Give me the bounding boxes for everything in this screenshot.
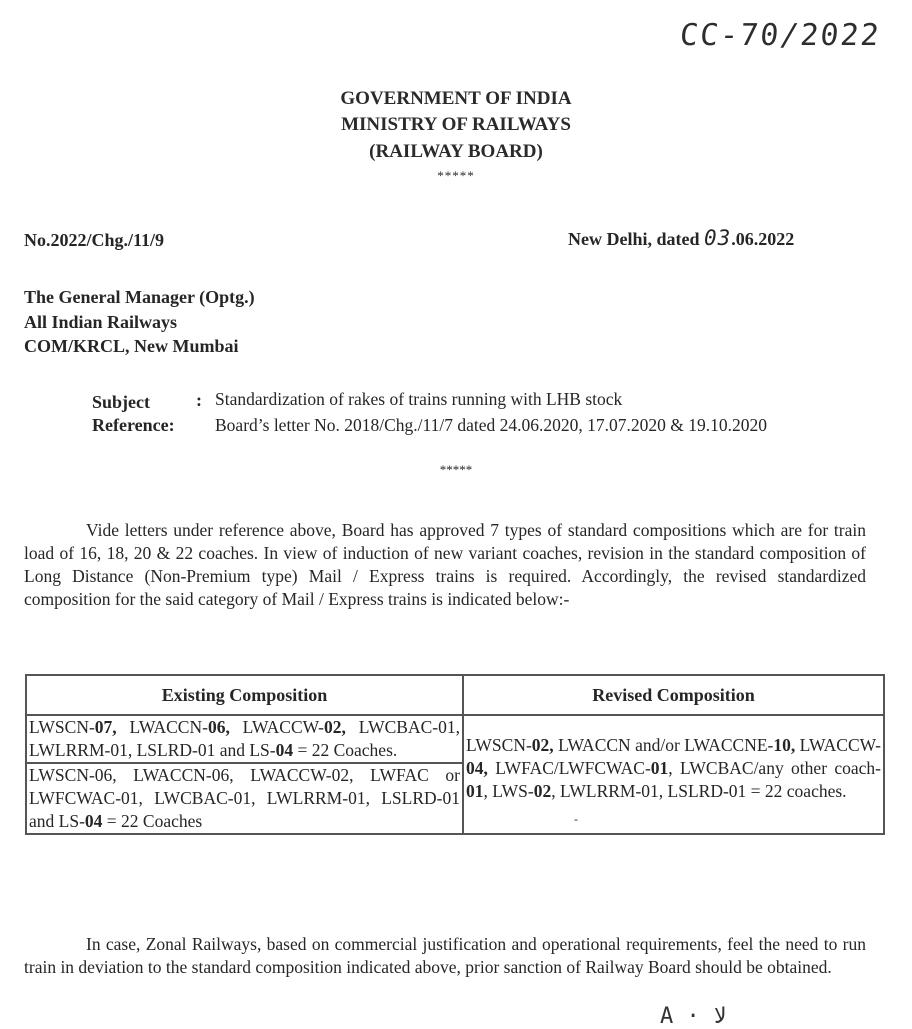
composition-segment: , LWCBAC/any other coach- — [668, 758, 882, 778]
reference-label: Reference: — [92, 415, 175, 435]
revised-composition-text — [466, 734, 881, 803]
composition-segment: 01 — [650, 758, 669, 778]
addressee-line-2: All Indian Railways — [24, 312, 178, 332]
paragraph-intro-text: Vide letters under reference above, Board has approved 7 types of standard compositions which are for train load of 16, 18, 20 & 22 coaches. In view of induction of new variant coaches, revision in the standard composition of Long Distance (Non-Premium type) Mail / Express trains is required. Accordingly, the revised standardized composition for the said category of Mail / Express trains is indicated below:- — [24, 520, 866, 609]
signature-partial: A · لا — [660, 1004, 727, 1029]
composition-segment: , LWS- — [483, 781, 534, 801]
header-board: (RAILWAY BOARD) — [369, 141, 543, 162]
header-revised-composition: Revised Composition — [463, 675, 884, 715]
composition-segment: LWACCW- — [229, 717, 324, 737]
composition-segment: LWACCN and/or LWACCNE- — [553, 735, 774, 755]
trailing-mark: - — [574, 812, 578, 826]
composition-segment: LWACCN- — [116, 717, 208, 737]
composition-segment: = 22 Coaches. — [293, 740, 398, 760]
paragraph-deviation-text: In case, Zonal Railways, based on commercial justification and operational requirements, feel the need to run train in deviation to the standard composition indicated above, prior sanction of Railway Board should be obtained. — [24, 934, 866, 977]
composition-segment: 07, — [94, 717, 117, 737]
composition-table — [25, 674, 885, 835]
composition-segment: LWSCN-06, LWACCN-06, LWACCW-02, LWFAC or LWFCWAC-01, LWCBAC-01, LWLRRM-01, LSLRD-01 and LS- — [29, 765, 460, 831]
composition-segment: 01 — [466, 781, 484, 801]
existing-composition-2 — [26, 763, 463, 834]
subject-text: Standardization of rakes of trains running with LHB stock — [215, 389, 623, 409]
composition-segment: 10, — [773, 735, 796, 755]
composition-segment: 02 — [533, 781, 552, 801]
composition-segment: LWFAC/LWFCWAC- — [487, 758, 651, 778]
handwritten-day: 03 — [704, 226, 732, 250]
composition-segment: LWSCN- — [466, 735, 532, 755]
paragraph-deviation — [24, 933, 866, 979]
existing-composition-1 — [26, 715, 463, 763]
composition-segment: 04 — [275, 740, 294, 760]
addressee-line-3: COM/KRCL, New Mumbai — [24, 336, 239, 356]
place-date-prefix: New Delhi, dated — [568, 229, 700, 249]
subject-separator: ***** — [439, 462, 473, 477]
header-ministry: MINISTRY OF RAILWAYS — [341, 114, 571, 135]
paragraph-intro — [24, 519, 866, 611]
composition-segment: LWCBAC-01, LWLRRM-01, LSLRD-01 and LS- — [29, 717, 460, 760]
composition-segment: 02, — [531, 735, 554, 755]
composition-segment: 06, — [207, 717, 230, 737]
reference-text: Board’s letter No. 2018/Chg./11/7 dated 24.06.2020, 17.07.2020 & 19.10.2020 — [215, 415, 768, 435]
composition-segment: 04 — [84, 811, 103, 831]
handwritten-file-reference: CC-70/2022 — [678, 18, 883, 53]
composition-segment: 02, — [324, 717, 346, 737]
place-date-rest: .06.2022 — [731, 229, 795, 249]
header-separator: ***** — [437, 168, 475, 183]
addressee-line-1: The General Manager (Optg.) — [24, 287, 255, 307]
subject-label: Subject — [92, 392, 150, 412]
composition-segment: 04, — [466, 758, 488, 778]
table-header-row — [26, 675, 884, 715]
composition-segment: = 22 Coaches — [102, 811, 203, 831]
table-row — [26, 715, 884, 763]
composition-segment: LWACCW- — [795, 735, 881, 755]
subject-colon: : — [196, 390, 202, 410]
header-government: GOVERNMENT OF INDIA — [340, 88, 572, 109]
composition-segment: LWSCN- — [29, 717, 95, 737]
header-existing-composition: Existing Composition — [26, 675, 463, 715]
place-date — [568, 226, 794, 250]
revised-composition — [463, 715, 884, 834]
composition-segment: , LWLRRM-01, LSLRD-01 = 22 coaches. — [551, 781, 847, 801]
letter-number: No.2022/Chg./11/9 — [24, 230, 165, 250]
